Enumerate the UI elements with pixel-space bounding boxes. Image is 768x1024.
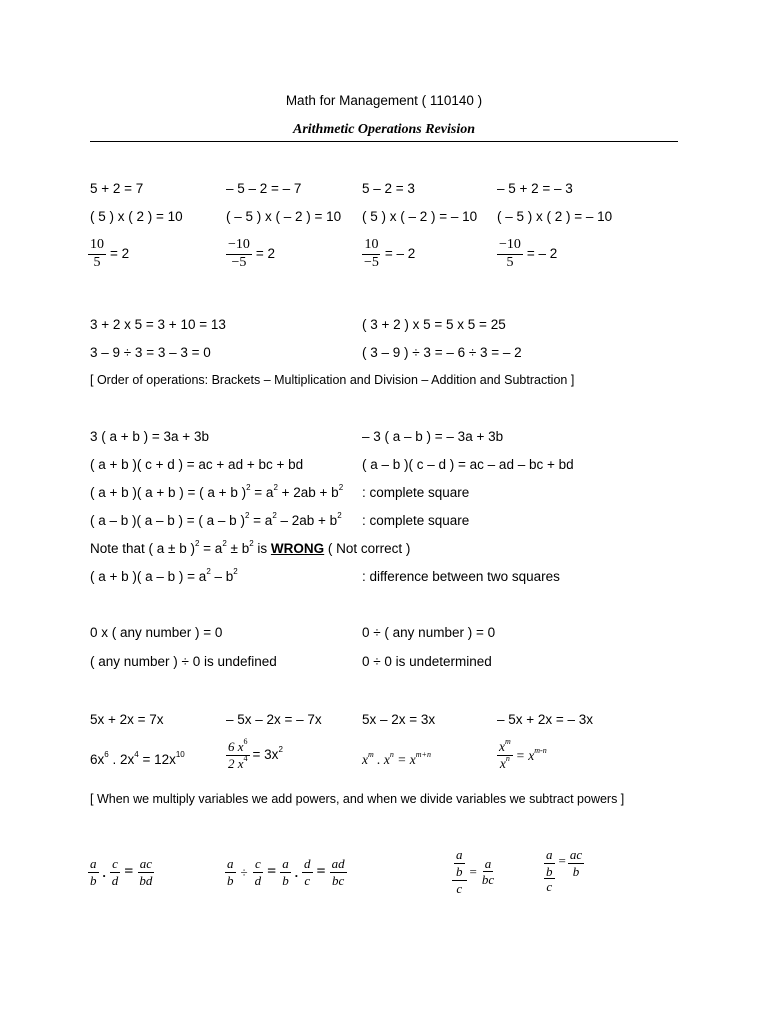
sign-eq-2-2: ( – 5 ) x ( – 2 ) = 10 xyxy=(226,209,342,224)
note-part: Note that ( a ± b ) xyxy=(90,541,195,556)
exponent: 2 xyxy=(233,567,238,576)
note-part: ± b xyxy=(226,541,250,556)
sign-eq-1-1: 5 + 2 = 7 xyxy=(90,181,144,196)
frac-denominator: c xyxy=(546,879,553,895)
frac-denominator: d xyxy=(111,872,119,888)
var-eq-2: – 5x – 2x = – 7x xyxy=(226,712,322,727)
exponent: 6 xyxy=(243,737,248,746)
course-title: Math for Management ( 110140 ) xyxy=(285,93,483,108)
exponent: 2 xyxy=(222,539,227,548)
sign-eq-1-2: – 5 – 2 = – 7 xyxy=(226,181,302,196)
exponent: 2 xyxy=(246,483,251,492)
exponent: m xyxy=(368,750,374,759)
exponent: n xyxy=(505,754,510,764)
frac-numerator: −10 xyxy=(497,238,523,255)
exponent: 2 xyxy=(278,745,283,755)
frac-numerator: a xyxy=(484,855,492,871)
algebra-eq-6-note: : difference between two squares xyxy=(362,569,560,584)
zero-eq-2-left: ( any number ) ÷ 0 is undefined xyxy=(90,654,277,669)
compound-fraction-rule-1 xyxy=(452,848,496,896)
sign-eq-2-3: ( 5 ) x ( – 2 ) = – 10 xyxy=(362,209,478,224)
eq-part: ( a + b )( a + b ) = ( a + b ) xyxy=(90,485,247,500)
page-subtitle: Arithmetic Operations Revision xyxy=(292,122,475,137)
frac-numerator: −10 xyxy=(226,238,252,255)
exponent: 4 xyxy=(243,753,248,763)
frac-numerator: ac xyxy=(569,847,583,862)
frac-denominator: bc xyxy=(332,872,345,888)
equals-sign: = xyxy=(316,863,326,881)
algebra-eq-3-note: : complete square xyxy=(362,485,470,500)
frac-denominator: −5 xyxy=(364,254,379,270)
frac-result: = x xyxy=(515,747,535,763)
algebra-eq-1-right: – 3 ( a – b ) = – 3a + 3b xyxy=(362,429,504,444)
sign-frac-1 xyxy=(88,238,129,270)
power-quotient-eq xyxy=(226,737,283,771)
eq-part: = a xyxy=(250,485,274,500)
var-eq-4: – 5x + 2x = – 3x xyxy=(497,712,594,727)
note-part: = a xyxy=(199,541,223,556)
zero-eq-1-left: 0 x ( any number ) = 0 xyxy=(90,625,223,640)
order-eq-1-left: 3 + 2 x 5 = 3 + 10 = 13 xyxy=(90,317,226,332)
frac-result: = 3x xyxy=(252,747,279,763)
frac-numerator: a xyxy=(456,847,463,862)
frac-denominator: b xyxy=(227,872,234,888)
eq-part: 6x xyxy=(90,752,105,767)
operator: . xyxy=(102,864,106,880)
frac-denominator: bd xyxy=(139,872,153,888)
var-eq-3: 5x – 2x = 3x xyxy=(362,712,436,727)
exponent: 2 xyxy=(206,567,211,576)
operator: ÷ xyxy=(240,864,248,880)
exponent: 2 xyxy=(194,539,200,548)
order-eq-2-right: ( 3 – 9 ) ÷ 3 = – 6 ÷ 3 = – 2 xyxy=(362,345,522,360)
eq-part: – b xyxy=(210,569,234,584)
frac-result: = 2 xyxy=(110,246,130,262)
frac-denominator: b xyxy=(456,863,463,879)
equals-sign: = xyxy=(558,853,566,868)
exponent: 2 xyxy=(244,511,250,520)
equals-sign: = xyxy=(124,863,134,881)
frac-result: = – 2 xyxy=(384,246,416,262)
frac-numerator: a xyxy=(227,856,234,871)
exponent: 4 xyxy=(134,750,139,759)
operator: . xyxy=(294,864,299,880)
fraction-multiply-rule xyxy=(88,857,154,887)
sign-frac-3 xyxy=(362,238,415,270)
note-part: ( Not correct ) xyxy=(324,541,411,556)
exponent: 2 xyxy=(249,539,254,548)
eq-part: . 2x xyxy=(108,752,135,767)
variables-note: [ When we multiply variables we add powers, and when we divide variables we subtract powers ] xyxy=(90,792,625,806)
frac-numerator: a xyxy=(546,847,553,862)
order-eq-2-left: 3 – 9 ÷ 3 = 3 – 3 = 0 xyxy=(90,345,211,360)
frac-numerator: ad xyxy=(331,856,345,871)
frac-denominator: −5 xyxy=(231,254,247,270)
algebra-wrong-note xyxy=(90,539,411,556)
frac-numerator: a xyxy=(90,856,97,871)
exponent: 2 xyxy=(337,511,342,520)
frac-denominator: d xyxy=(254,872,262,888)
eq-part: – 2ab + b xyxy=(276,513,338,528)
frac-numerator: 10 xyxy=(88,238,106,255)
frac-result: = – 2 xyxy=(526,246,558,262)
algebra-eq-6 xyxy=(90,567,238,584)
power-general-product xyxy=(362,750,431,767)
algebra-eq-4 xyxy=(90,511,342,528)
exponent: n xyxy=(389,750,394,759)
equals-sign: = xyxy=(469,864,477,880)
power-general-quotient xyxy=(497,737,547,772)
eq-part: . x xyxy=(373,752,390,767)
frac-denominator: bc xyxy=(481,872,495,888)
algebra-eq-4-note: : complete square xyxy=(362,513,470,528)
sign-eq-1-3: 5 – 2 = 3 xyxy=(362,181,415,196)
frac-denominator: 5 xyxy=(93,254,101,270)
frac-numerator: x xyxy=(499,739,505,754)
frac-denominator: 2 x xyxy=(228,755,244,771)
sign-eq-1-4: – 5 + 2 = – 3 xyxy=(497,181,573,196)
eq-part: = a xyxy=(249,513,273,528)
eq-part: + 2ab + b xyxy=(277,485,339,500)
exponent: 2 xyxy=(273,483,278,492)
frac-numerator: a xyxy=(282,856,289,871)
frac-numerator: c xyxy=(112,856,118,871)
exponent: 2 xyxy=(338,483,344,492)
exponent: m+n xyxy=(415,750,431,759)
algebra-eq-2-right: ( a – b )( c – d ) = ac – ad – bc + bd xyxy=(362,457,574,472)
fraction-divide-rule xyxy=(225,857,347,887)
frac-denominator: x xyxy=(499,756,506,772)
eq-part: ( a + b )( a – b ) = a xyxy=(90,569,207,584)
note-part: is xyxy=(253,541,271,556)
eq-part: x xyxy=(362,752,368,767)
frac-result: = 2 xyxy=(255,246,276,262)
compound-fraction-rule-2 xyxy=(542,848,584,894)
algebra-eq-2-left: ( a + b )( c + d ) = ac + ad + bc + bd xyxy=(90,457,304,472)
algebra-eq-3 xyxy=(90,483,344,500)
var-eq-1: 5x + 2x = 7x xyxy=(90,712,164,727)
frac-numerator: c xyxy=(255,856,261,871)
exponent: 6 xyxy=(104,750,109,759)
frac-numerator: ac xyxy=(139,856,153,871)
frac-denominator: c xyxy=(456,881,463,897)
wrong-label: WRONG xyxy=(270,541,325,556)
exponent: m xyxy=(505,737,511,746)
frac-denominator: b xyxy=(572,863,580,879)
frac-denominator: b xyxy=(282,872,289,888)
zero-eq-1-right: 0 ÷ ( any number ) = 0 xyxy=(362,625,496,640)
frac-denominator: b xyxy=(90,872,97,888)
sign-eq-2-1: ( 5 ) x ( 2 ) = 10 xyxy=(90,209,183,224)
frac-numerator: d xyxy=(304,856,311,871)
frac-numerator: 6 x xyxy=(228,739,244,754)
exponent: 10 xyxy=(175,750,185,759)
eq-part: = x xyxy=(393,752,416,767)
header-divider xyxy=(90,141,678,142)
algebra-eq-1-left: 3 ( a + b ) = 3a + 3b xyxy=(90,429,209,444)
sign-frac-2 xyxy=(226,238,275,270)
frac-numerator: 10 xyxy=(362,238,380,255)
eq-part: ( a – b )( a – b ) = ( a – b ) xyxy=(90,513,245,528)
order-eq-1-right: ( 3 + 2 ) x 5 = 5 x 5 = 25 xyxy=(362,317,506,332)
exponent: 2 xyxy=(272,511,277,520)
power-product-eq xyxy=(90,750,185,767)
sign-frac-4 xyxy=(497,238,557,270)
frac-denominator: c xyxy=(304,872,311,888)
frac-denominator: 5 xyxy=(506,254,514,270)
eq-part: = 12x xyxy=(138,752,176,767)
equals-sign: = xyxy=(267,863,277,881)
zero-eq-2-right: 0 ÷ 0 is undetermined xyxy=(362,654,492,669)
sign-eq-2-4: ( – 5 ) x ( 2 ) = – 10 xyxy=(497,209,613,224)
exponent: m-n xyxy=(534,745,547,755)
order-note: [ Order of operations: Brackets – Multiplication and Division – Addition and Subtraction ] xyxy=(90,373,575,387)
frac-denominator: b xyxy=(546,863,553,879)
